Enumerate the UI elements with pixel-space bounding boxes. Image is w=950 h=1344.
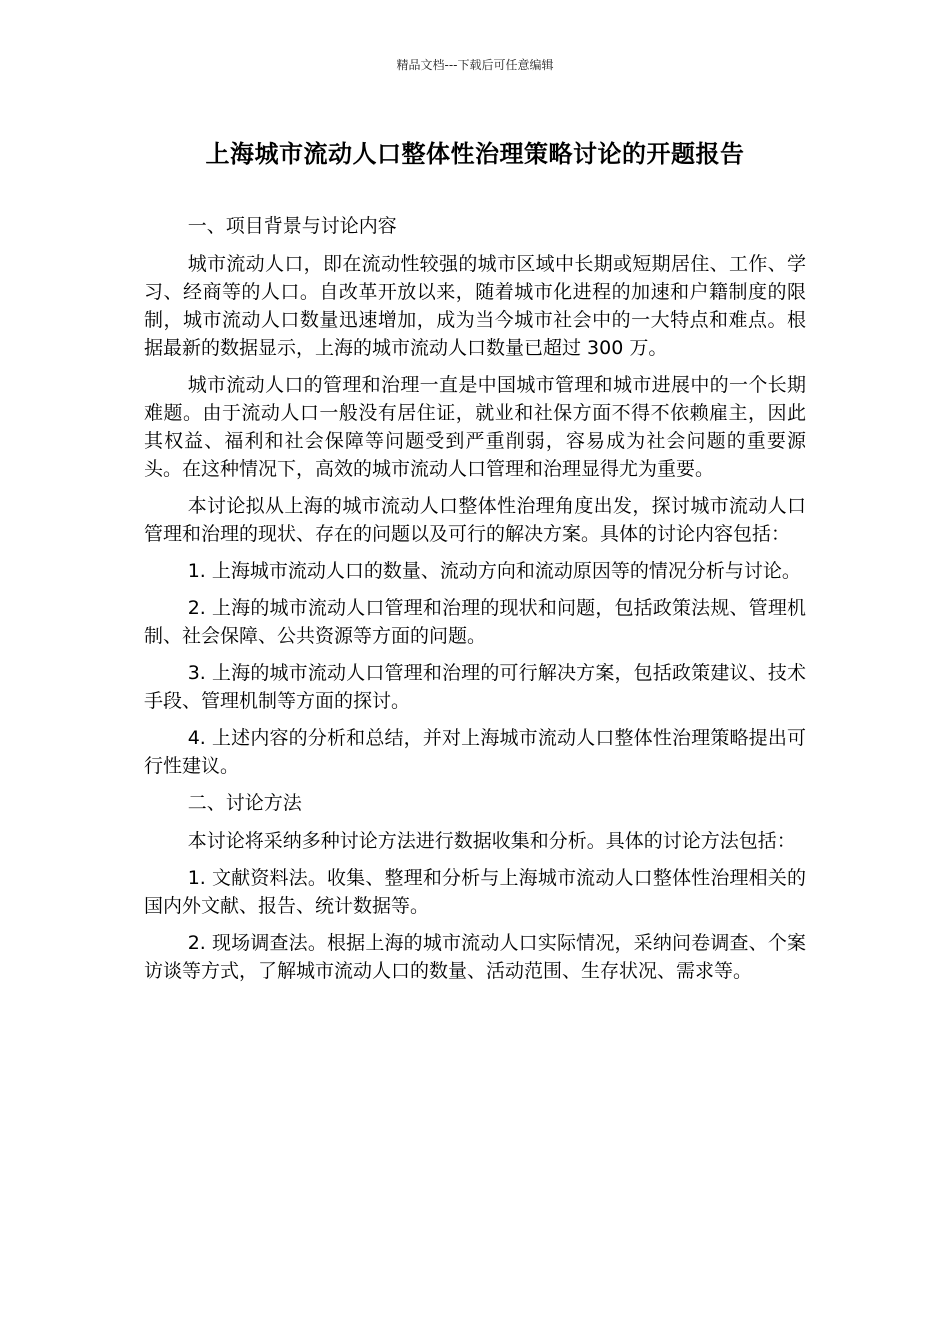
paragraph-definition: 城市流动人口，即在流动性较强的城市区域中长期或短期居住、工作、学习、经商等的人口。自改革开放以来，随着城市化进程的加速和户籍制度的限制，城市流动人口数量迅速增加，成为当今城市社会中的一大特点和难点。根据最新的数据显示，上海的城市流动人口数量已超过 300 万。 [144, 253, 806, 359]
document-title: 上海城市流动人口整体性治理策略讨论的开题报告 [205, 140, 745, 168]
paragraph-methods-intro: 本讨论将采纳多种讨论方法进行数据收集和分析。具体的讨论方法包括： [187, 830, 796, 852]
section-heading-methods: 二、讨论方法 [187, 792, 302, 814]
list-item-content-4: 4. 上述内容的分析和总结，并对上海城市流动人口整体性治理策略提出可行性建议。 [144, 727, 806, 777]
list-item-content-3: 3. 上海的城市流动人口管理和治理的可行解决方案，包括政策建议、技术手段、管理机制等方面的探讨。 [144, 662, 806, 712]
document-body [144, 212, 806, 994]
list-item-method-1: 1. 文献资料法。收集、整理和分析与上海城市流动人口整体性治理相关的国内外文献、报告、统计数据等。 [144, 867, 806, 917]
section-heading-background: 一、项目背景与讨论内容 [187, 215, 397, 237]
paragraph-problem: 城市流动人口的管理和治理一直是中国城市管理和城市进展中的一个长期难题。由于流动人口一般没有居住证，就业和社保方面不得不依赖雇主，因此其权益、福利和社会保障等问题受到严重削弱，容易成为社会问题的重要源头。在这种情况下，高效的城市流动人口管理和治理显得尤为重要。 [144, 374, 806, 480]
list-item-content-2: 2. 上海的城市流动人口管理和治理的现状和问题，包括政策法规、管理机制、社会保障、公共资源等方面的问题。 [144, 597, 806, 647]
paragraph-aim: 本讨论拟从上海的城市流动人口整体性治理角度出发，探讨城市流动人口管理和治理的现状、存在的问题以及可行的解决方案。具体的讨论内容包括： [144, 495, 806, 545]
list-item-content-1: 1. 上海城市流动人口的数量、流动方向和流动原因等的情况分析与讨论。 [187, 560, 801, 582]
page-header-note: 精品文档---下载后可任意编辑 [396, 58, 554, 72]
list-item-method-2: 2. 现场调查法。根据上海的城市流动人口实际情况，采纳问卷调查、个案访谈等方式，了解城市流动人口的数量、活动范围、生存状况、需求等。 [144, 932, 806, 982]
